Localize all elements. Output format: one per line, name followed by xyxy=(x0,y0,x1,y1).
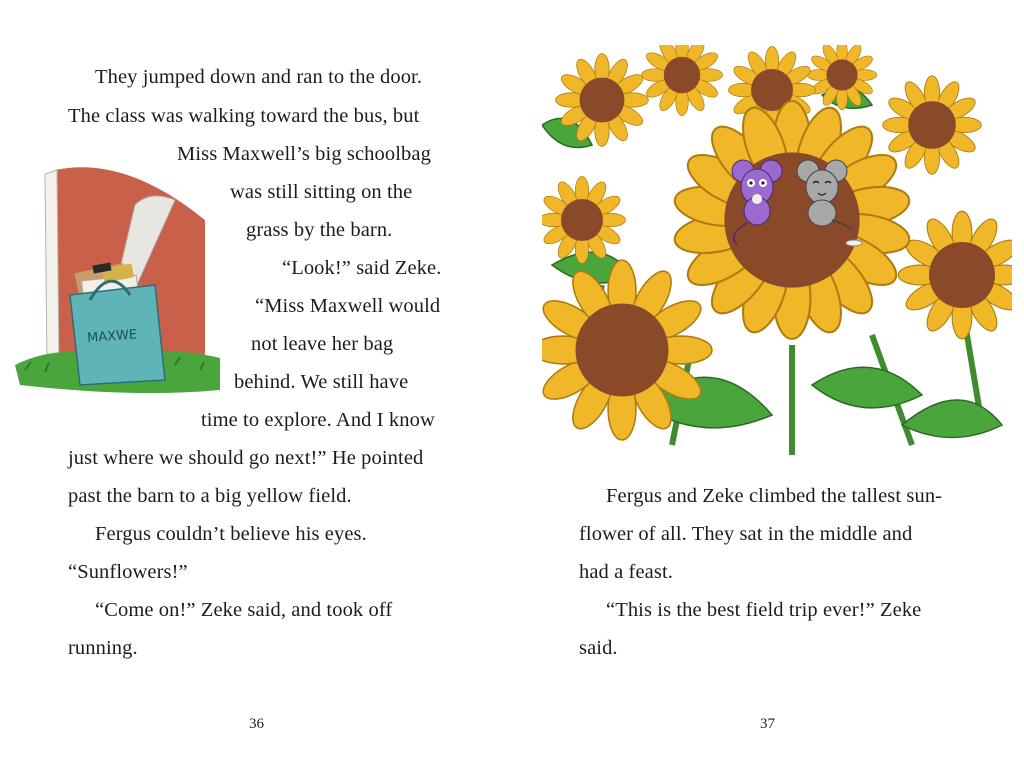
text-line: Fergus couldn’t believe his eyes. xyxy=(95,523,367,545)
text-line: “Come on!” Zeke said, and took off xyxy=(95,599,393,621)
text-line: just where we should go next!” He pointed xyxy=(68,447,424,469)
text-line: not leave her bag xyxy=(251,333,394,355)
text-line: running. xyxy=(68,637,138,659)
barn-bag-illustration xyxy=(15,160,230,400)
text-line: was still sitting on the xyxy=(230,181,413,203)
text-line: time to explore. And I know xyxy=(201,409,435,431)
page-number: 36 xyxy=(249,716,264,732)
text-line: past the barn to a big yellow field. xyxy=(68,485,352,507)
text-line: “Look!” said Zeke. xyxy=(282,257,442,279)
text-line: They jumped down and ran to the door. xyxy=(95,66,423,88)
text-line: “This is the best field trip ever!” Zeke xyxy=(606,599,922,621)
text-line: Miss Maxwell’s big schoolbag xyxy=(177,143,431,165)
text-line: said. xyxy=(579,637,618,659)
sunflower-illustration xyxy=(542,45,1012,455)
text-line: Fergus and Zeke climbed the tallest sun- xyxy=(606,485,943,507)
right-page xyxy=(512,0,1024,771)
text-line: “Miss Maxwell would xyxy=(255,295,441,317)
text-line: The class was walking toward the bus, but xyxy=(68,105,420,127)
text-line: “Sunflowers!” xyxy=(68,561,188,583)
bag-lettering: MAXWE xyxy=(86,327,138,346)
text-line: had a feast. xyxy=(579,561,673,583)
text-line: behind. We still have xyxy=(234,371,409,393)
text-line: flower of all. They sat in the middle and xyxy=(579,523,913,545)
text-line: grass by the barn. xyxy=(246,219,393,241)
page-number: 37 xyxy=(760,716,775,732)
